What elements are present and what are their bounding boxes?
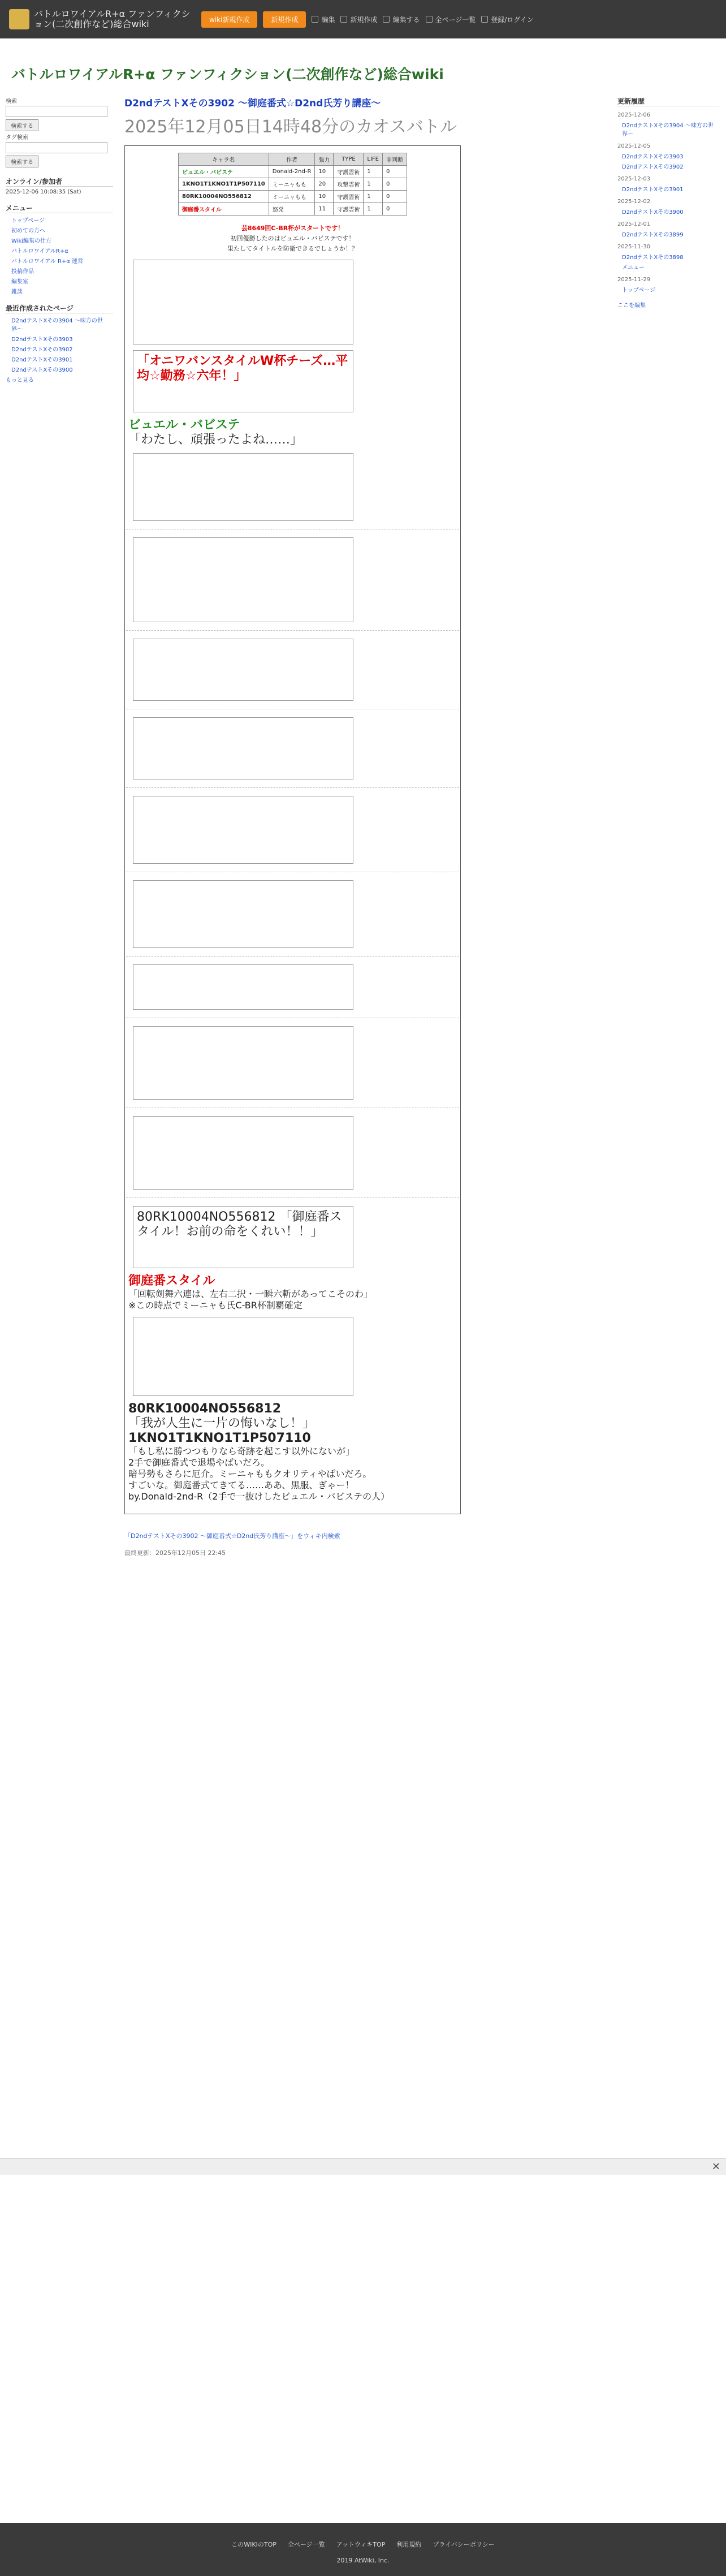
battle-box — [133, 1116, 353, 1190]
footer-link[interactable]: 利用規約 — [396, 2541, 422, 2548]
battle-box — [133, 639, 353, 701]
login-link[interactable]: 登録/ログイン — [481, 15, 533, 24]
user-icon — [481, 16, 488, 23]
search-button[interactable]: 検索する — [6, 119, 38, 131]
new-page-button[interactable]: 新規作成 — [263, 11, 306, 28]
edit-page-link[interactable]: 編集する — [383, 15, 420, 24]
battle-box — [133, 880, 353, 948]
table-header-row: キャラ名 作者 強力 TYPE LIFE 罪判断 — [179, 153, 407, 166]
battle-box — [133, 964, 353, 1010]
edit-icon — [312, 16, 318, 23]
search-label: 検索 — [6, 98, 17, 105]
last-updated: 最終更新：2025年12月05日 22:45 — [124, 1549, 226, 1557]
history-item[interactable]: D2ndテストXその3903 — [622, 154, 684, 160]
site-logo[interactable] — [9, 9, 196, 29]
menu-item[interactable]: 投稿作品 — [11, 269, 34, 275]
menu-item[interactable]: 編集室 — [11, 279, 28, 285]
battle-box — [133, 796, 353, 864]
history-date: 2025-11-30 — [617, 244, 651, 250]
history-title: 更新履歴 — [617, 96, 719, 106]
copyright: 2019 AtWiki, Inc. — [336, 2557, 390, 2564]
battle-log — [124, 145, 461, 1514]
create-link[interactable]: 新規作成 — [340, 15, 377, 24]
main-content — [124, 95, 611, 1557]
bottom-ad-bar — [0, 2158, 726, 2175]
page-title: D2ndテストXその3902 〜御庭番式☆D2nd氏芳り講座〜 — [124, 98, 381, 109]
footer-link[interactable]: アットウィキTOP — [336, 2541, 386, 2548]
battle-box — [133, 717, 353, 779]
battle-box: 80RK10004NO556812 「御庭番スタイル！お前の命をくれい！！」 — [133, 1206, 353, 1268]
history-item[interactable]: D2ndテストXその3902 — [622, 164, 684, 170]
online-title: オンライン/参加者 — [6, 176, 113, 187]
history-item[interactable]: D2ndテストXその3899 — [622, 232, 684, 238]
battle-box — [133, 453, 353, 521]
menu-item[interactable]: トップページ — [11, 218, 45, 224]
recent-item[interactable]: D2ndテストXその3900 — [11, 367, 73, 373]
recent-item[interactable]: D2ndテストXその3901 — [11, 357, 73, 363]
history-item[interactable]: D2ndテストXその3900 — [622, 209, 684, 216]
history-date: 2025-12-02 — [617, 199, 651, 205]
menu-item[interactable]: Wiki編集の仕方 — [11, 238, 52, 244]
recent-item[interactable]: D2ndテストXその3902 — [11, 347, 73, 353]
history-date: 2025-12-06 — [617, 112, 651, 118]
page-subtitle: 2025年12月05日14時48分のカオスバトル — [124, 117, 457, 137]
footer — [0, 2523, 726, 2576]
history-item[interactable]: D2ndテストXその3898 — [622, 255, 684, 261]
menu-item[interactable]: 雑談 — [11, 289, 23, 295]
backlink[interactable]: 「D2ndテストXその3902 〜御庭番式☆D2nd氏芳り講座〜」をウィキ内検索 — [124, 1532, 340, 1540]
online-time: 2025-12-06 10:08:35 (Sat) — [6, 189, 81, 195]
history-item[interactable]: D2ndテストXその3904 〜味方の世界〜 — [622, 123, 714, 137]
history-date: 2025-12-01 — [617, 221, 651, 227]
intro-text: 芸8649回C-BR杯がスタートです！ 初回優勝したのはビュエル・バビステです！ 果たしてタイトルを防衛できるでしょうか！？ — [227, 225, 358, 252]
more-link[interactable]: もっと見る — [6, 377, 34, 384]
plus-icon — [340, 16, 347, 23]
list-icon — [426, 16, 433, 23]
table-row: 80RK10004NO556812 ミーニャもも 10 守護霊術 1 0 — [179, 191, 407, 203]
menu-title: メニュー — [6, 203, 113, 213]
menu-item[interactable]: バトルロワイアル R+α 運営 — [11, 259, 84, 265]
history-item[interactable]: D2ndテストXその3901 — [622, 187, 684, 193]
quote-block: ビュエル・バビステ 「わたし、頑張ったよね……」 — [128, 418, 303, 447]
final-block: 御庭番スタイル 「回転剣舞六連は、左右二択・一瞬六斬があってこそのわ」 ※この時点でミーニャも氏C-BR杯制覇確定 — [128, 1274, 373, 1311]
close-icon[interactable]: ✕ — [711, 2161, 720, 2173]
recent-title: 最近作成されたページ — [6, 303, 113, 313]
battle-box: 「オニワバンスタイルW杯チーズ…平均☆勤務☆六年！」 — [133, 350, 353, 412]
battle-box — [133, 260, 353, 344]
battle-box — [133, 1026, 353, 1100]
tags-input[interactable] — [6, 142, 107, 153]
recent-item[interactable]: D2ndテストXその3903 — [11, 337, 73, 343]
search-input[interactable] — [6, 106, 107, 117]
history-date: 2025-11-29 — [617, 277, 651, 283]
site-title[interactable]: バトルロワイアルR+α ファンフィクション(二次創作など)総合wiki — [11, 66, 444, 83]
footer-link[interactable]: プライバシーポリシー — [433, 2541, 495, 2548]
footer-link[interactable]: 全ページ一覧 — [287, 2541, 325, 2548]
top-bar — [0, 0, 726, 38]
menu-item[interactable]: 初めての方へ — [11, 228, 45, 234]
right-sidebar — [617, 96, 719, 309]
atwiki-logo-icon — [9, 9, 29, 29]
battle-box — [133, 1317, 353, 1396]
history-item[interactable]: メニュー — [622, 265, 645, 271]
all-pages-link[interactable]: 全ページ一覧 — [426, 15, 476, 24]
history-date: 2025-12-05 — [617, 143, 651, 149]
table-row: 1KNO1T1KNO1T1P507110 ミーニャもも 20 攻撃霊術 1 0 — [179, 178, 407, 191]
battle-box — [133, 537, 353, 622]
left-sidebar — [6, 96, 113, 384]
logo-text: バトルロワイアルR+α ファンフィクション(二次創作など)総合wiki — [34, 8, 191, 29]
history-item[interactable]: トップページ — [622, 287, 656, 294]
edit-link[interactable]: 編集 — [312, 15, 335, 24]
table-row: ビュエル・バビステ Donald-2nd-R 10 守護霊術 1 0 — [179, 166, 407, 178]
new-wiki-button[interactable]: wiki新規作成 — [201, 11, 257, 28]
history-date: 2025-12-03 — [617, 176, 651, 182]
tags-label: タグ検索 — [6, 135, 28, 141]
pencil-icon — [383, 16, 390, 23]
recent-item[interactable]: D2ndテストXその3904 〜味方の世界〜 — [11, 318, 103, 333]
menu-list — [6, 216, 113, 295]
entrants-table — [178, 153, 407, 216]
menu-item[interactable]: バトルロワイアルR+α — [11, 248, 68, 255]
recent-list — [6, 316, 113, 373]
tags-search-button[interactable]: 検索する — [6, 156, 38, 167]
winner-block: 80RK10004NO556812 「我が人生に一片の悔いなし！」 1KNO1T1KNO1T1P507110 「もし私に勝つつもりなら奇跡を起こす以外にないが」 2手で御庭番式で退場やばいだろ。 暗号勢もさらに厄介。ミーニャももクオリティやばいだろ。 すごいな。御庭番式てきてる……ああ、黒服、ぎゃー！ by.Donald-2nd-R（2手で一抜けしたビュエル・バビステの人） — [128, 1402, 390, 1502]
footer-link[interactable]: このWIKIのTOP — [231, 2541, 276, 2548]
history-edit-link[interactable]: ここを編集 — [617, 303, 646, 309]
table-row: 御庭番スタイル 怒発 11 守護霊術 1 0 — [179, 203, 407, 216]
